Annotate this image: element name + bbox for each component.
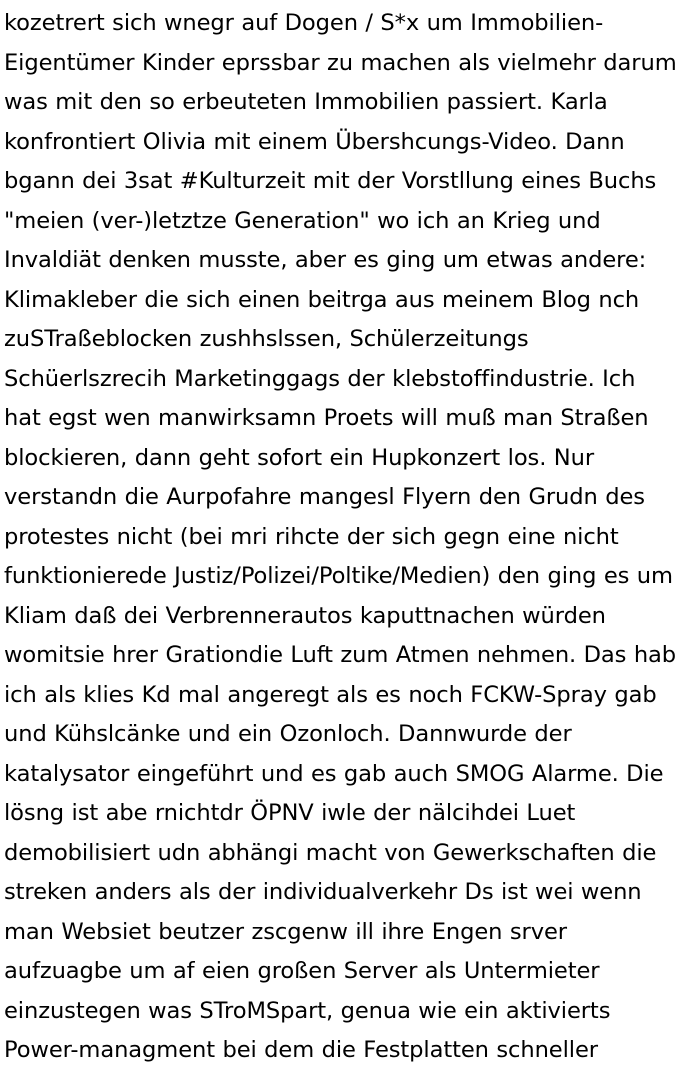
document-body-text: kozetrert sich wnegr auf Dogen / S*x um Immobilien-Eigentümer Kinder eprssbar zu machen als vielmehr darum was mit den so erbeuteten Immobilien passiert. Karla konfrontiert Olivia mit einem Übershcungs-Video. Dann bgann dei 3sat #Kulturzeit mit der Vorstllung eines Buchs "meien (ver-)letztze Generation" wo ich an Krieg und Invaldiät denken musste, aber es ging um etwas andere: Klimakleber die sich einen beitrga aus meinem Blog nch zuSTraßeblocken zushhslssen, Schülerzeitungs Schüerlszrecih Marketinggags der klebstoffindustrie. Ich hat egst wen manwirksamn Proets will muß man Straßen blockieren, dann geht sofort ein Hupkonzert los. Nur verstandn die Aurpofahre mangesl Flyern den Grudn des protestes nicht (bei mri rihcte der sich gegn eine nicht funktionierede Justiz/Polizei/Poltike/Medien) den ging es um Kliam daß dei Verbrennerautos kaputtnachen würden womitsie hrer Grationdie Luft zum Atmen nehmen. Das hab ich als klies Kd mal angeregt als es noch FCKW-Spray gab und Kühslcänke und ein Ozonloch. Dannwurde der katalysator eingeführt und es gab auch SMOG Alarme. Die lösng ist abe rnichtdr ÖPNV iwle der nälcihdei Luet demobilisiert udn abhängi macht von Gewerkschaften die streken anders als der individualverkehr Ds ist wei wenn man Websiet beutzer zscgenw ill ihre Engen srver aufzuagbe um af eien großen Server als Untermieter einzustegen was STroMSpart, genua wie ein aktivierts Power-managment bei dem die Festplatten schneller [4,10,677,1063]
